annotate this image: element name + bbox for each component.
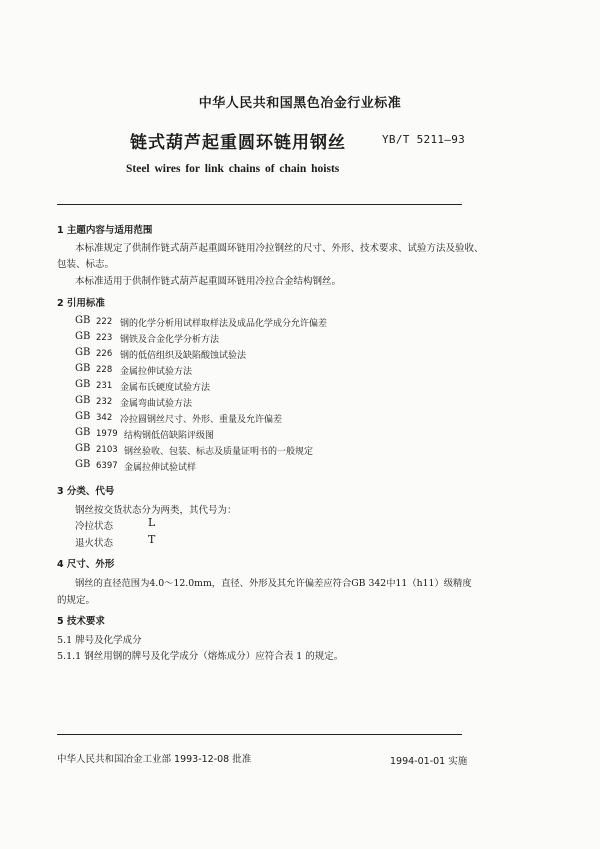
reference-number: 342 <box>96 413 113 423</box>
classification-code: T <box>148 533 156 546</box>
footer-divider <box>57 734 462 735</box>
classification-label: 冷拉状态 <box>75 521 114 532</box>
reference-title: 金属拉伸试验方法 <box>120 367 193 377</box>
classification-code: L <box>148 516 156 529</box>
reference-prefix: GB <box>75 331 91 342</box>
reference-number: 1979 <box>96 429 118 439</box>
approval-note: 中华人民共和国冶金工业部 1993-12-08 批准 <box>57 754 252 765</box>
section5-heading: 5 技术要求 <box>57 616 105 627</box>
issuing-body-title: 中华人民共和国黑色冶金行业标准 <box>198 96 402 111</box>
section3-intro: 钢丝按交货状态分为两类，其代号为： <box>75 505 237 516</box>
reference-title: 金属布氏硬度试验方法 <box>120 383 211 393</box>
reference-prefix: GB <box>75 315 91 326</box>
reference-number: 223 <box>96 333 113 343</box>
section4-line2: 的规定。 <box>57 595 96 606</box>
reference-title: 钢的低倍组织及缺陷酸蚀试验法 <box>120 351 247 361</box>
reference-title: 冷拉圆钢丝尺寸、外形、重量及允许偏差 <box>120 415 283 425</box>
reference-title: 钢铁及合金化学分析方法 <box>120 335 220 345</box>
reference-number: 226 <box>96 349 113 359</box>
reference-prefix: GB <box>75 459 91 470</box>
section4-heading: 4 尺寸、外形 <box>57 559 115 570</box>
reference-number: 228 <box>96 365 113 375</box>
reference-number: 231 <box>96 381 113 391</box>
section5-1-1: 5.1.1 钢丝用钢的牌号及化学成分（熔炼成分）应符合表 1 的规定。 <box>57 651 344 662</box>
header-divider <box>57 204 462 205</box>
reference-number: 2103 <box>96 445 118 455</box>
reference-title: 结构钢低倍缺陷评级图 <box>124 431 215 441</box>
section1-para1-line1: 本标准规定了供制作链式葫芦起重圆环链用冷拉钢丝的尺寸、外形、技术要求、试验方法及验收、 <box>75 243 484 254</box>
reference-number: 6397 <box>96 461 118 471</box>
english-title: Steel wires for link chains of chain hoists <box>126 163 340 175</box>
section5-1: 5.1 牌号及化学成分 <box>57 635 142 646</box>
standard-code: YB/T 5211—93 <box>382 133 466 146</box>
reference-prefix: GB <box>75 427 91 438</box>
reference-prefix: GB <box>75 395 91 406</box>
reference-title: 金属弯曲试验方法 <box>120 399 193 409</box>
reference-prefix: GB <box>75 379 91 390</box>
reference-prefix: GB <box>75 411 91 422</box>
classification-label: 退火状态 <box>75 538 114 549</box>
reference-prefix: GB <box>75 363 91 374</box>
reference-title: 钢丝验收、包装、标志及质量证明书的一般规定 <box>124 447 314 457</box>
effective-date: 1994-01-01 实施 <box>390 756 468 767</box>
reference-title: 钢的化学分析用试样取样法及成品化学成分允许偏差 <box>120 319 328 329</box>
reference-number: 232 <box>96 397 113 407</box>
section1-para1-line2: 包装、标志。 <box>57 259 115 270</box>
reference-prefix: GB <box>75 443 91 454</box>
reference-prefix: GB <box>75 347 91 358</box>
section2-heading: 2 引用标准 <box>57 298 105 309</box>
reference-number: 222 <box>96 317 113 327</box>
standard-title: 链式葫芦起重圆环链用钢丝 <box>130 133 346 153</box>
section4-line1: 钢丝的直径范围为4.0～12.0mm，直径、外形及其允许偏差应符合GB 342中11（h11）级精度 <box>75 578 472 589</box>
section1-heading: 1 主题内容与适用范围 <box>57 225 153 236</box>
section3-heading: 3 分类、代号 <box>57 486 115 497</box>
reference-title: 金属拉伸试验试样 <box>124 463 197 473</box>
section1-para2: 本标准适用于供制作链式葫芦起重圆环链用冷拉合金结构钢丝。 <box>75 276 342 287</box>
